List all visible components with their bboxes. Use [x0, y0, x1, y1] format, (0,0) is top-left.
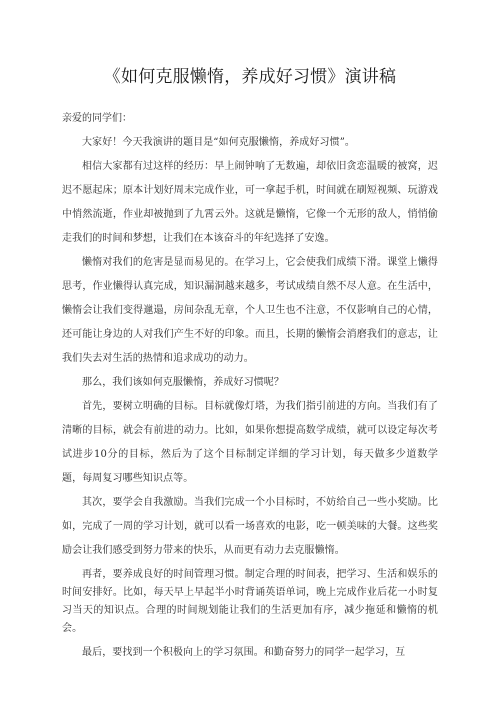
- paragraph-question: 那么，我们该如何克服懒惰，养成好习惯呢？: [82, 377, 284, 388]
- paragraph-goal: 首先，要树立明确的目标。目标就像灯塔，为我们指引前进的方向。当我们有了清晰的目标，就会有前进的动力。比如，如果你想提高数学成绩，就可以设定每次考试进步10分的目标，然后为了这个目标制定详细的学习计划，每天做多少道数学题，每周复习哪些知识点等。: [62, 401, 438, 484]
- greeting-line: 亲爱的同学们：: [62, 113, 132, 124]
- paragraph-harm: 懒惰对我们的危害是显而易见的。在学习上，它会使我们成绩下滑。课堂上懒得思考，作业懒得认真完成，知识漏洞越来越多，考试成绩自然不尽人意。在生活中，懒惰会让我们变得邋遢，房间杂乱无章，个人卫生也不注意，不仅影响自己的心情，还可能让身边的人对我们产生不好的印象。而且，长期的懒惰会消磨我们的意志，让我们失去对生活的热情和追求成功的动力。: [62, 257, 438, 364]
- paragraph-experience: 相信大家都有过这样的经历：早上闹钟响了无数遍，却依旧贪恋温暖的被窝，迟迟不愿起床；原本计划好周末完成作业，可一拿起手机，时间就在刷短视频、玩游戏中悄然流逝，作业却被抛到了九霄云外。这就是懒惰，它像一个无形的敌人，悄悄偷走我们的时间和梦想，让我们在本该奋斗的年纪选择了安逸。: [62, 161, 438, 244]
- document-title: 《如何克服懒惰，养成好习惯》演讲稿: [103, 67, 397, 87]
- paragraph-opening: 大家好！今天我演讲的题目是“如何克服懒惰，养成好习惯”。: [82, 137, 356, 148]
- paragraph-motivation: 其次，要学会自我激励。当我们完成一个小目标时，不妨给自己一些小奖励。比如，完成了一周的学习计划，就可以看一场喜欢的电影，吃一顿美味的大餐。这些奖励会让我们感受到努力带来的快乐，从而更有动力去克服懒惰。: [62, 497, 438, 556]
- paragraph-atmosphere: 最后，要找到一个积极向上的学习氛围。和勤奋努力的同学一起学习，互: [82, 647, 406, 658]
- paragraph-time-management: 再者，要养成良好的时间管理习惯。制定合理的时间表，把学习、生活和娱乐的时间安排好。比如，每天早上早起半小时背诵英语单词，晚上完成作业后花一小时复习当天的知识点。合理的时间规划能让我们的生活更加有序，减少拖延和懒惰的机会。: [62, 569, 438, 634]
